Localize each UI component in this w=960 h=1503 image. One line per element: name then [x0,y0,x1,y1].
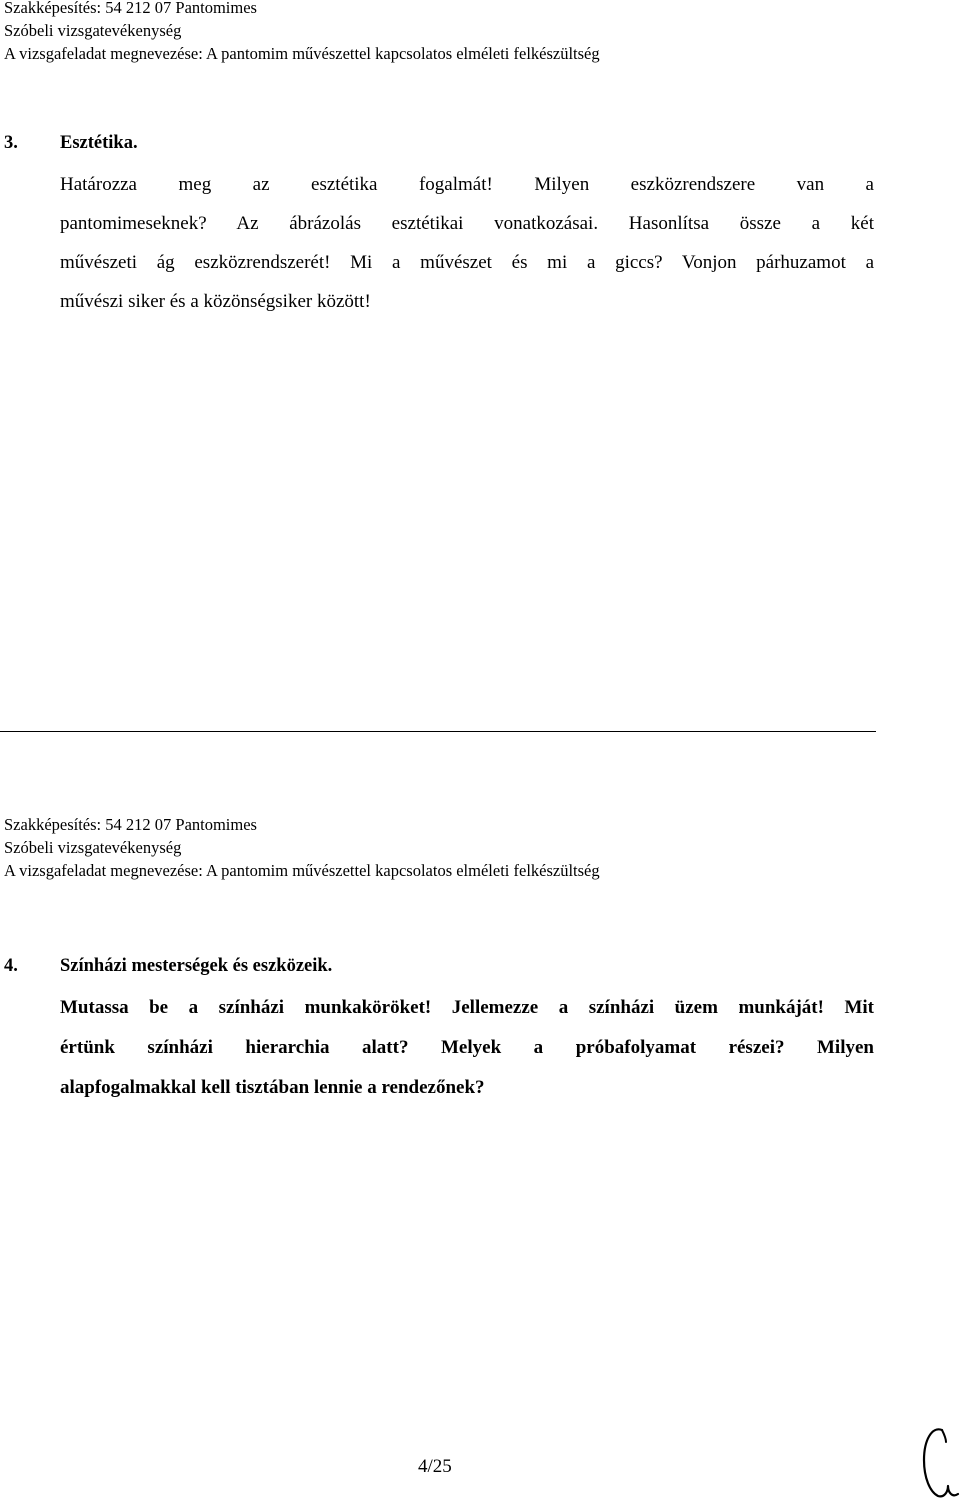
header-task-name: A vizsgafeladat megnevezése: A pantomim művészettel kapcsolatos elméleti felkészültség [4,44,600,63]
question-4-title: Színházi mesterségek és eszközeik. [60,956,333,976]
question-4-line-2: értünk színházi hierarchia alatt? Melyek a próbafolyamat részei? Milyen [60,1037,874,1058]
question-3-line-4: művészi siker és a közönségsiker között! [60,291,371,312]
header-exam-activity: Szóbeli vizsgatevékenység [4,21,182,40]
page-separator-rule [0,731,876,732]
signature-mark [918,1420,960,1500]
header-exam-activity-2: Szóbeli vizsgatevékenység [4,838,182,857]
question-3-title: Esztétika. [60,133,138,153]
question-3-line-1: Határozza meg az esztétika fogalmát! Milyen eszközrendszere van a [60,174,874,195]
question-3-line-2: pantomimeseknek? Az ábrázolás esztétikai vonatkozásai. Hasonlítsa össze a két [60,213,874,234]
header-task-name-2: A vizsgafeladat megnevezése: A pantomim művészettel kapcsolatos elméleti felkészültség [4,861,600,880]
question-3-line-3: művészeti ág eszközrendszerét! Mi a művészet és mi a giccs? Vonjon párhuzamot a [60,252,874,273]
page-number: 4/25 [418,1456,452,1477]
question-4-line-3: alapfogalmakkal kell tisztában lennie a rendezőnek? [60,1077,485,1098]
header-qualification-2: Szakképesítés: 54 212 07 Pantomimes [4,815,257,834]
header-qualification: Szakképesítés: 54 212 07 Pantomimes [4,0,257,17]
question-4-number: 4. [4,956,18,976]
question-4-line-1: Mutassa be a színházi munkaköröket! Jellemezze a színházi üzem munkáját! Mit [60,997,874,1018]
question-3-number: 3. [4,133,18,153]
